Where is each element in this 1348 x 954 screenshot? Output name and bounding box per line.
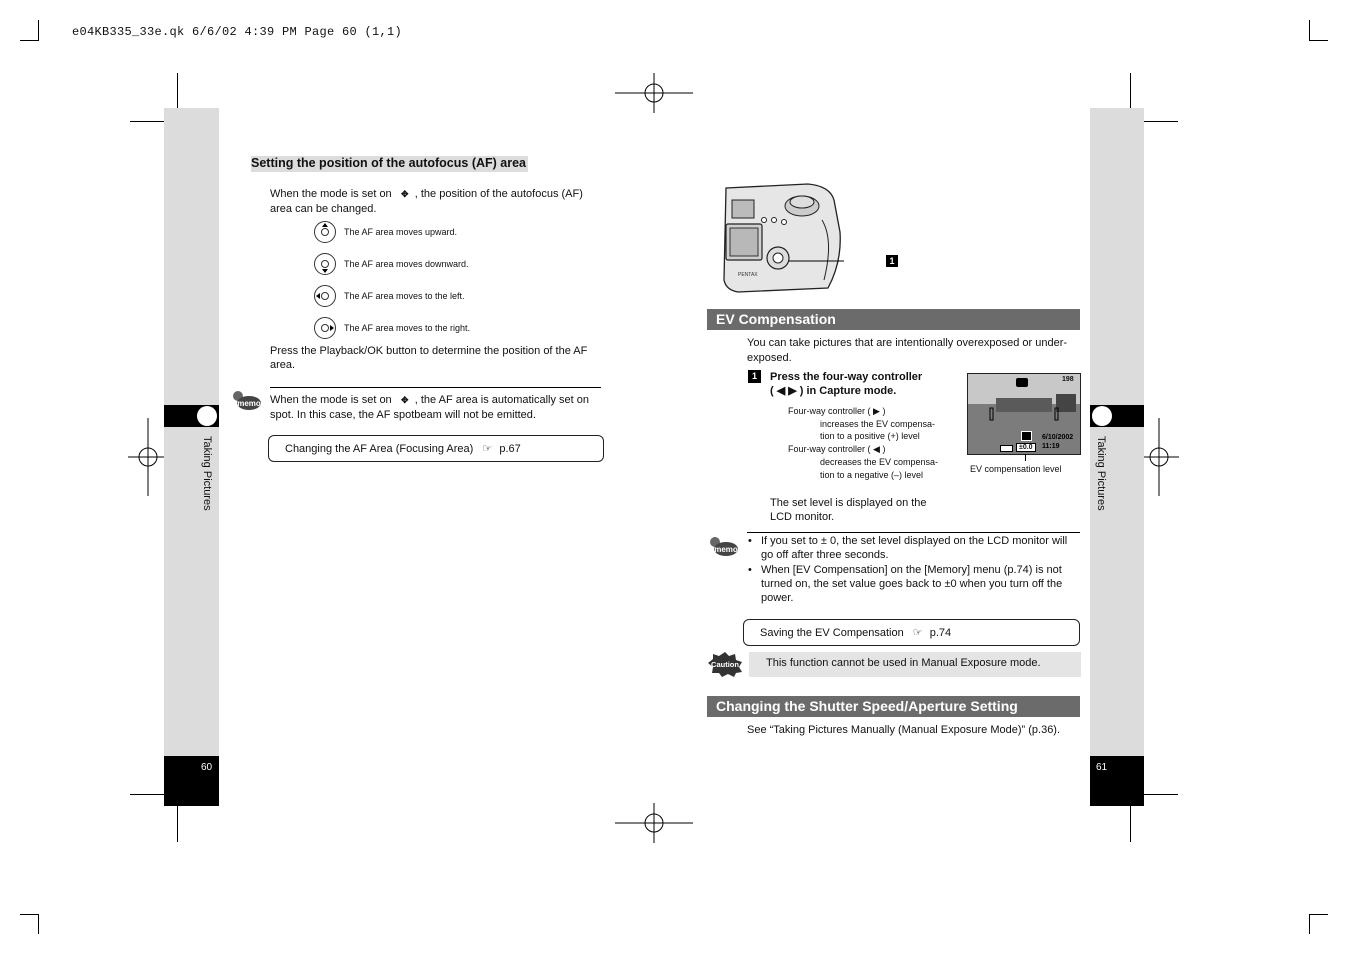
- memo-rule-right: [747, 532, 1080, 533]
- lcd-shots-remaining: 198: [1062, 376, 1074, 383]
- crop-mark: [1309, 914, 1310, 934]
- caution-box: [749, 652, 1081, 677]
- camera-illustration: [718, 180, 844, 296]
- camera-mode-icon: [1016, 378, 1028, 387]
- fw-right-desc1: increases the EV compensa-: [820, 419, 936, 429]
- left-section-label: Taking Pictures: [201, 436, 213, 511]
- four-way-right-icon: [314, 317, 336, 339]
- fw-left-desc2: tion to a negative (–) level: [820, 470, 924, 480]
- trim-mark: [130, 794, 167, 795]
- af-reference-page: p.67: [499, 443, 521, 455]
- af-intro-line2: area can be changed.: [270, 203, 377, 215]
- pointing-hand-icon: ☞: [912, 627, 923, 639]
- caution-icon: [707, 651, 743, 677]
- af-reference-text: Changing the AF Area (Focusing Area): [285, 443, 474, 455]
- control-text-down: The AF area moves downward.: [344, 259, 469, 269]
- lcd-preview: [967, 373, 1081, 455]
- crop-mark: [38, 20, 39, 41]
- caution-text: This function cannot be used in Manual Exposure mode.: [766, 657, 1041, 669]
- caution-label: Caution: [711, 660, 739, 669]
- memo-icon: [232, 390, 262, 412]
- memo-right-b1-line2: go off after three seconds.: [761, 549, 889, 561]
- control-text-left: The AF area moves to the left.: [344, 291, 465, 301]
- trim-mark: [1130, 73, 1131, 110]
- four-way-up-icon: [314, 221, 336, 243]
- memo-right-b2-line3: power.: [761, 592, 794, 604]
- crop-mark: [1310, 40, 1328, 41]
- memo-left-text-b: , the AF area is automatically set on: [414, 394, 590, 406]
- shutter-aperture-text: See “Taking Pictures Manually (Manual Exposure Mode)” (p.36).: [747, 724, 1061, 736]
- trim-mark: [177, 73, 178, 110]
- left-side-band: [164, 108, 219, 756]
- left-page-number: 60: [201, 762, 213, 773]
- af-heading: Setting the position of the autofocus (AF) area: [251, 156, 526, 170]
- ev-intro-line2: exposed.: [747, 352, 792, 364]
- battery-icon: [1000, 445, 1013, 452]
- right-tab-circle: [1092, 406, 1112, 426]
- playback-line1: Press the Playback/OK button to determine the position of the AF: [270, 345, 588, 357]
- step-line1: Press the four-way controller: [770, 371, 923, 383]
- callout-number-1: 1: [886, 255, 898, 267]
- control-text-up: The AF area moves upward.: [344, 227, 458, 237]
- ev-reference-text: Saving the EV Compensation: [760, 627, 904, 639]
- crop-mark: [38, 914, 39, 934]
- playback-line2: area.: [270, 359, 296, 371]
- set-level-line1: The set level is displayed on the: [770, 497, 927, 509]
- four-way-down-icon: [314, 253, 336, 275]
- fw-left-desc1: decreases the EV compensa-: [820, 457, 939, 467]
- svg-text:PENTAX: PENTAX: [738, 272, 758, 278]
- trim-mark: [1140, 794, 1178, 795]
- lcd-time: 11:19: [1042, 443, 1060, 450]
- crop-mark: [1309, 20, 1310, 41]
- af-intro-line1: [270, 187, 583, 202]
- memo-bullet-2: •: [748, 564, 752, 576]
- memo-right-b2-line2: turned on, the set value goes back to ±0 when you turn off the: [761, 578, 1063, 590]
- step-number-1: 1: [748, 370, 761, 383]
- lcd-date: 6/10/2002: [1042, 434, 1074, 441]
- registration-mark-bottom: [615, 803, 693, 843]
- memo-right-b1-line1: If you set to ± 0, the set level displayed on the LCD monitor will: [761, 535, 1068, 547]
- step-line2: ( ◀ ▶ ) in Capture mode.: [770, 385, 897, 397]
- left-tab-circle: [197, 406, 217, 426]
- af-mode-icon: ✥: [400, 395, 409, 405]
- lcd-ev-level: ±0.0: [1016, 443, 1036, 452]
- registration-mark-left: [128, 418, 168, 496]
- right-page-number: 61: [1096, 762, 1108, 773]
- trim-mark: [1140, 121, 1178, 122]
- memo-right-b2-line1: When [EV Compensation] on the [Memory] menu (p.74) is not: [761, 564, 1062, 576]
- af-intro-text-b: , the position of the autofocus (AF): [414, 188, 583, 200]
- ev-reference-box: [743, 619, 1080, 646]
- fw-right-label: Four-way controller ( ▶ ): [788, 406, 886, 416]
- shutter-aperture-heading: Changing the Shutter Speed/Aperture Setting: [707, 696, 1080, 717]
- memo-left-text-a: When the mode is set on: [270, 394, 392, 406]
- lcd-callout-line: [1025, 454, 1026, 461]
- af-reference-box: [268, 435, 604, 462]
- four-way-left-icon: [314, 285, 336, 307]
- trim-mark: [177, 805, 178, 842]
- af-intro-text-a: When the mode is set on: [270, 188, 392, 200]
- trim-mark: [130, 121, 167, 122]
- right-side-band: [1090, 108, 1144, 756]
- fw-right-desc2: tion to a positive (+) level: [820, 431, 920, 441]
- ev-reference-page: p.74: [929, 627, 952, 639]
- memo-icon: [709, 536, 739, 558]
- print-slug: e04KB335_33e.qk 6/6/02 4:39 PM Page 60 (1,1): [72, 25, 403, 39]
- memo-rule-left: [270, 387, 601, 388]
- crop-mark: [20, 40, 38, 41]
- memo-left-line2: spot. In this case, the AF spotbeam will not be emitted.: [270, 409, 536, 421]
- registration-mark-top: [615, 73, 693, 113]
- memo-icon-label: memo: [237, 399, 261, 408]
- ev-intro-line1: You can take pictures that are intentionally overexposed or under-: [747, 337, 1068, 349]
- trim-mark: [1130, 805, 1131, 842]
- registration-mark-right: [1139, 418, 1179, 496]
- set-level-line2: LCD monitor.: [770, 511, 835, 523]
- right-section-label: Taking Pictures: [1095, 436, 1107, 511]
- ev-icon: [1021, 431, 1032, 441]
- memo-icon-label: memo: [714, 545, 738, 554]
- lcd-caption: EV compensation level: [970, 464, 1062, 474]
- memo-bullet-1: •: [748, 535, 752, 547]
- crop-mark: [1310, 914, 1328, 915]
- pointing-hand-icon: ☞: [482, 443, 493, 455]
- control-text-right: The AF area moves to the right.: [344, 323, 471, 333]
- memo-left-line1: [270, 393, 589, 408]
- fw-left-label: Four-way controller ( ◀ ): [788, 444, 886, 454]
- af-mode-icon: ✥: [400, 189, 409, 199]
- ev-compensation-heading: EV Compensation: [707, 309, 1080, 330]
- crop-mark: [20, 914, 38, 915]
